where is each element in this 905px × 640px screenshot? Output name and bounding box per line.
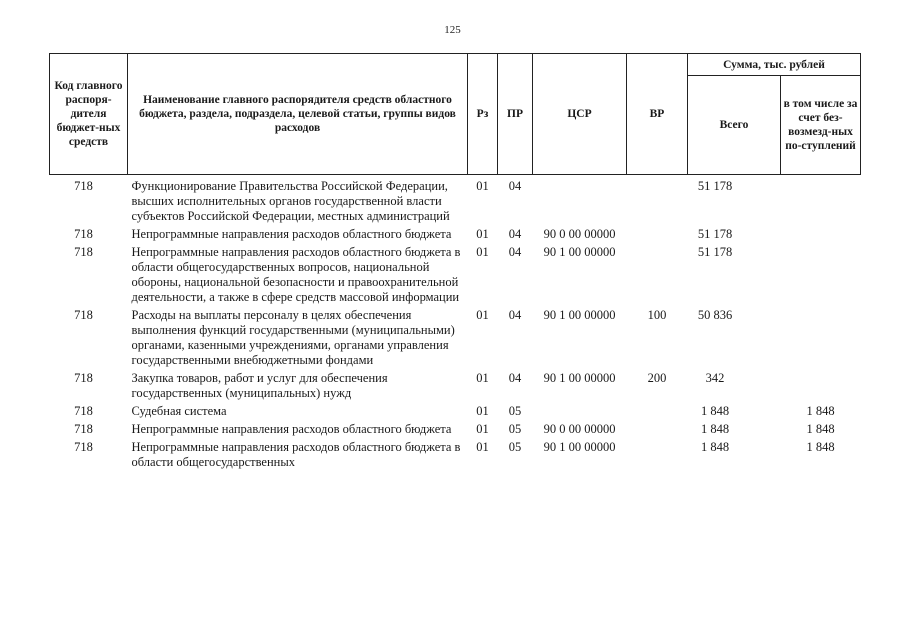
cell-csr: 90 1 00 00000 <box>543 245 616 259</box>
cell-incl: 1 848 <box>806 440 835 454</box>
cell-rz: 01 <box>476 227 489 241</box>
cell-name: Непрограммные направления расходов областного бюджета <box>131 422 452 436</box>
cell-pr: 05 <box>508 422 522 436</box>
cell-vr: 100 <box>647 308 667 322</box>
cell-rz: 01 <box>476 440 489 454</box>
cell-vr <box>627 440 688 473</box>
header-code: Код главного распоря-дителя бюджет-ных средств <box>50 54 128 175</box>
cell-pr: 04 <box>508 179 522 193</box>
table-row <box>50 440 861 473</box>
cell-rz: 01 <box>476 179 489 193</box>
cell-total: 1 848 <box>700 440 730 454</box>
cell-total: 51 178 <box>697 227 733 241</box>
cell-csr: 90 0 00 00000 <box>543 422 616 436</box>
table-row <box>50 175 861 228</box>
cell-rz: 01 <box>476 308 489 322</box>
table-body <box>50 175 861 474</box>
cell-code: 718 <box>74 245 93 259</box>
cell-code: 718 <box>74 308 93 322</box>
cell-vr <box>627 227 688 245</box>
cell-pr: 04 <box>508 308 522 322</box>
table-row <box>50 422 861 440</box>
header-rz: Рз <box>468 54 498 175</box>
cell-csr: 90 1 00 00000 <box>543 308 616 322</box>
cell-code: 718 <box>74 422 93 436</box>
table-header <box>50 54 861 175</box>
header-total: Всего <box>688 76 781 175</box>
cell-name: Непрограммные направления расходов областного бюджета в области общегосударственных <box>131 440 461 469</box>
cell-incl: 1 848 <box>806 404 835 418</box>
cell-incl <box>781 371 861 404</box>
cell-csr <box>533 175 627 228</box>
header-pr: ПР <box>498 54 533 175</box>
header-vr: ВР <box>627 54 688 175</box>
cell-pr: 04 <box>508 371 522 385</box>
header-csr: ЦСР <box>533 54 627 175</box>
budget-table <box>49 53 861 473</box>
cell-rz: 01 <box>476 404 489 418</box>
cell-pr: 05 <box>508 404 522 418</box>
cell-name: Расходы на выплаты персоналу в целях обеспечения выполнения функций государственными (муниципальными) органами, казенными учреждениями, органами управления государственными внебюджетными фондами <box>131 308 455 367</box>
cell-total: 1 848 <box>700 404 730 418</box>
cell-name: Функционирование Правительства Российской Федерации, высших исполнительных органов государственной власти субъектов Российской Федерации, местных администраций <box>131 179 450 223</box>
cell-vr <box>627 422 688 440</box>
cell-incl <box>781 245 861 308</box>
cell-rz: 01 <box>476 371 489 385</box>
cell-total: 51 178 <box>697 245 733 259</box>
cell-csr: 90 1 00 00000 <box>543 440 616 454</box>
cell-rz: 01 <box>476 422 489 436</box>
cell-pr: 04 <box>508 245 522 259</box>
cell-code: 718 <box>74 404 93 418</box>
table-row <box>50 245 861 308</box>
cell-total: 50 836 <box>697 308 733 322</box>
cell-incl <box>781 175 861 228</box>
header-incl: в том числе за счет без-возмезд-ных по-ступлений <box>781 76 861 175</box>
cell-vr <box>627 175 688 228</box>
cell-name: Непрограммные направления расходов областного бюджета в области общегосударственных вопросов, национальной обороны, национальной безопасности и правоохранительной деятельности, а также в сфере средств массовой информации <box>131 245 461 304</box>
cell-csr: 90 0 00 00000 <box>543 227 616 241</box>
header-sum-group: Сумма, тыс. рублей <box>688 54 861 76</box>
cell-vr <box>627 245 688 308</box>
cell-total: 1 848 <box>700 422 730 436</box>
cell-name: Непрограммные направления расходов областного бюджета <box>131 227 452 241</box>
cell-code: 718 <box>74 227 93 241</box>
cell-incl <box>781 227 861 245</box>
table-row <box>50 308 861 371</box>
cell-code: 718 <box>74 371 93 385</box>
table-row <box>50 371 861 404</box>
table-row <box>50 404 861 422</box>
page-number: 125 <box>444 24 461 36</box>
cell-csr: 90 1 00 00000 <box>543 371 616 385</box>
cell-rz: 01 <box>476 245 489 259</box>
cell-name: Закупка товаров, работ и услуг для обеспечения государственных (муниципальных) нужд <box>131 371 388 400</box>
cell-total: 51 178 <box>697 179 733 193</box>
cell-pr: 05 <box>508 440 522 454</box>
cell-code: 718 <box>74 440 93 454</box>
cell-incl: 1 848 <box>806 422 835 436</box>
cell-csr <box>533 404 627 422</box>
header-name: Наименование главного распорядителя средств областного бюджета, раздела, подраздела, целевой статьи, группы видов расходов <box>128 54 468 175</box>
table-row <box>50 227 861 245</box>
cell-incl <box>781 308 861 371</box>
cell-pr: 04 <box>508 227 522 241</box>
cell-vr: 200 <box>647 371 667 385</box>
cell-total: 342 <box>705 371 725 385</box>
cell-vr <box>627 404 688 422</box>
cell-code: 718 <box>74 179 93 193</box>
cell-name: Судебная система <box>131 404 227 418</box>
